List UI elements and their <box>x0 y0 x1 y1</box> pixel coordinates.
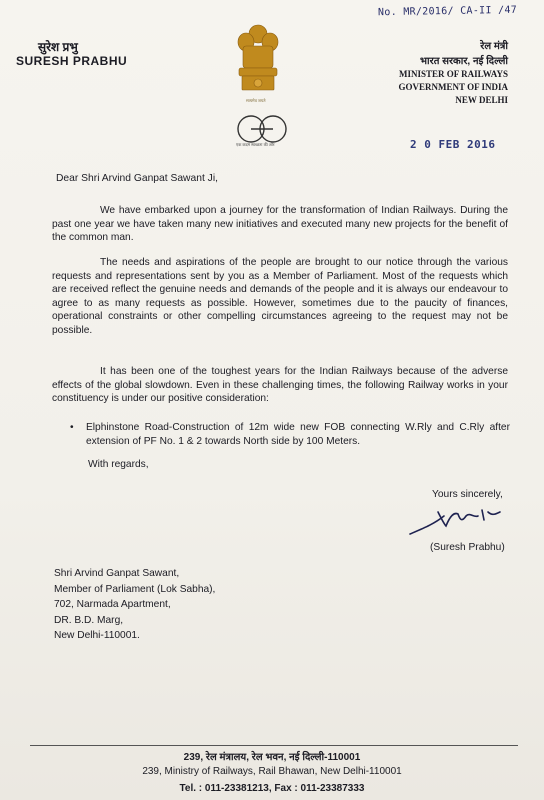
signature-icon <box>404 502 514 540</box>
works-list-text: Elphinstone Road-Construction of 12m wide new FOB connecting W.Rly and C.Rly after extension of PF No. 1 & 2 towards North side by 100 Meters. <box>86 422 510 447</box>
office-block <box>318 38 508 106</box>
address-line: New Delhi-110001. <box>54 630 140 642</box>
footer-contact: Tel. : 011-23381213, Fax : 011-23387333 <box>179 783 365 794</box>
swachh-tagline: एक कदम स्वच्छता की ओर <box>236 142 275 147</box>
sender-hindi-name: सुरेश प्रभु <box>38 40 78 54</box>
footer-hindi-address: 239, रेल मंत्रालय, रेल भवन, नई दिल्ली-110001 <box>183 752 361 763</box>
works-list-item <box>70 421 510 448</box>
salutation: Dear Shri Arvind Ganpat Sawant Ji, <box>56 173 218 184</box>
paragraph-2: The needs and aspirations of the people are brought to our notice through the various requests and representations sent by you as a Member of Parliament. Most of the requests which are received reflect the genuine needs and demands of the people and it is always our endeavour to agree to as many requests as possible. However, sometimes due to the paucity of finances, operational constraints or other compelling circumstances agreeing to the request may not be possible. <box>52 257 508 336</box>
date-stamp: 2 0 FEB 2016 <box>410 138 496 151</box>
recipient-address <box>54 566 215 644</box>
closing: With regards, <box>88 459 149 470</box>
office-title-1: MINISTER OF RAILWAYS <box>398 69 508 79</box>
address-line: DR. B.D. Marg, <box>54 614 124 626</box>
office-hindi-subtitle: भारत सरकार, नई दिल्ली <box>420 56 508 67</box>
address-line: 702, Narmada Apartment, <box>54 599 171 611</box>
footer-divider <box>30 745 518 746</box>
paragraph-3: It has been one of the toughest years for the Indian Railways because of the adverse effects of the global slowdown. Even in these challenging times, the following Railway works in your constituency is under our positive consideration: <box>52 366 508 405</box>
sender-name: SURESH PRABHU <box>16 54 128 68</box>
office-title-3: NEW DELHI <box>455 95 508 105</box>
emblem-motto: सत्यमेव जयते <box>246 98 266 103</box>
office-hindi-title: रेल मंत्री <box>480 41 508 52</box>
national-emblem-icon <box>233 20 283 100</box>
address-line: Shri Arvind Ganpat Sawant, <box>54 568 180 579</box>
signatory-name: (Suresh Prabhu) <box>430 542 505 553</box>
footer-address: 239, Ministry of Railways, Rail Bhawan, New Delhi-110001 <box>142 766 402 777</box>
yours-sincerely: Yours sincerely, <box>432 489 503 500</box>
bullet-icon: • <box>70 422 74 433</box>
paragraph-1: We have embarked upon a journey for the transformation of Indian Railways. During the past one year we have taken many new initiatives and executed many new projects for the benefit of the common man. <box>52 205 508 244</box>
handwritten-reference: No. MR/2016/ CA-II /47 <box>377 4 518 19</box>
address-line: Member of Parliament (Lok Sabha), <box>54 583 216 595</box>
office-title-2: GOVERNMENT OF INDIA <box>398 82 508 92</box>
